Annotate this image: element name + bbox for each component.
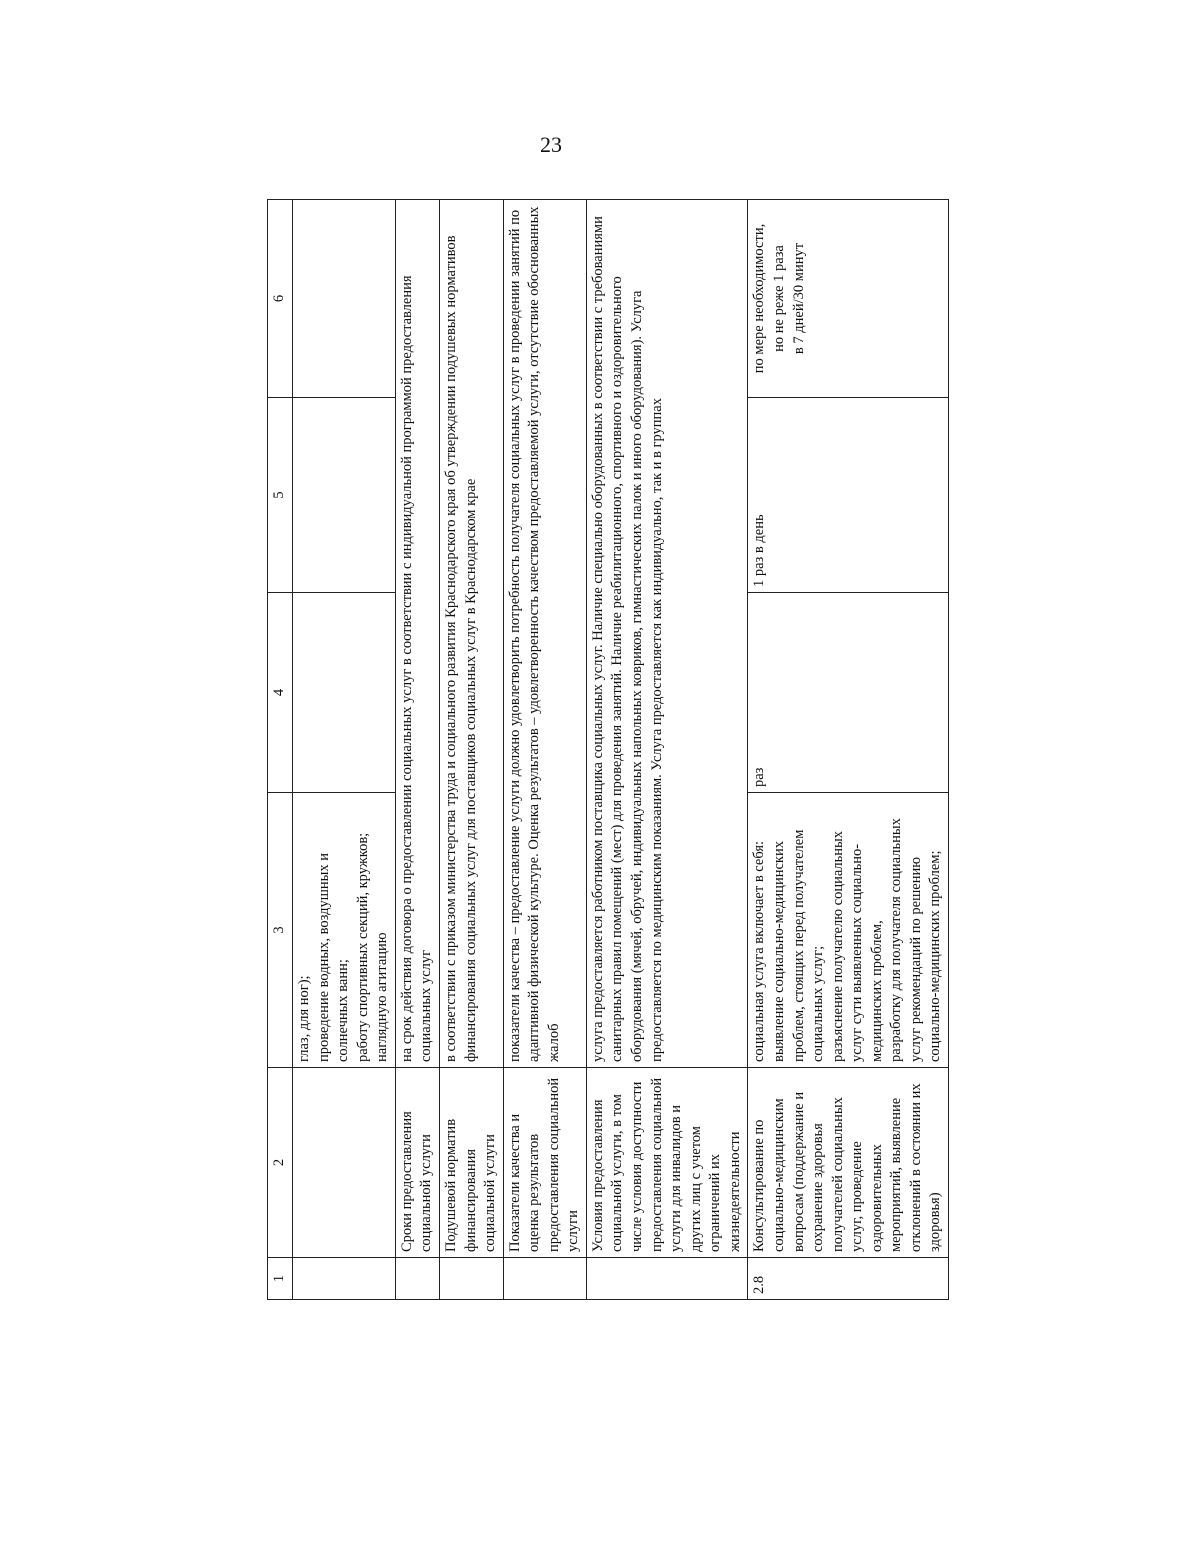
services-table (267, 199, 949, 1300)
row-label: Показатели качества и оценка результатов предоставления социальной услуги (503, 1068, 586, 1258)
row-text: услуга предоставляется работником поставщика социальных услуг. Наличие специально оборудованных в соответствии с требованиями санитарных правил помещений (мест) для проведения занятий. Наличие реабилитационного, спортивного и оздоровительного оборудования (мячей, обручей, индивидуальных напольных ковриков, гимнастических палок и иного оборудования). Услуга предоставляется по медицинским показаниям. Услуга предоставляется как индивидуально, так и в группах (586, 200, 748, 1068)
header-col-1: 1 (268, 1258, 293, 1300)
table-row (395, 200, 439, 1300)
service-number: 2.8 (748, 1258, 949, 1300)
service-name: Консультирование по социально-медицинским вопросам (поддержание и сохранение здоровья получателей социальных услуг, проведение оздоровительных мероприятий, выявление отклонений в состоянии их здоровья) (748, 1068, 949, 1258)
service-description: социальная услуга включает в себя: выявление социально-медицинских проблем, стоящих перед получателем социальных услуг; разъяснение получателю социальных услуг сути выявленных социально-медицинских проблем, разработку для получателя социальных услуг рекомендаций по решению социально-медицинских проблем; (748, 793, 949, 1068)
table-row (439, 200, 503, 1300)
row-label: Условия предоставления социальной услуги, в том числе условия доступности предоставления социальной услуги для инвалидов и других лиц с учетом ограничений их жизнедеятельности (586, 1068, 748, 1258)
service-frequency: 1 раз в день (748, 398, 949, 593)
header-col-2: 2 (268, 1068, 293, 1258)
service-unit: раз (748, 593, 949, 793)
header-col-4: 4 (268, 593, 293, 793)
row-label: Подушевой норматив финансирования социальной услуги (439, 1068, 503, 1258)
continuation-row (293, 200, 396, 1300)
service-row (748, 200, 949, 1300)
row-text: в соответствии с приказом министерства труда и социального развития Краснодарского края об утверждении подушевых нормативов финансирования социальных услуг для поставщиков социальных услуг в Краснодарском крае (439, 200, 503, 1068)
table-row (503, 200, 586, 1300)
service-term: по мере необходимости, но не реже 1 раза в 7 дней/30 минут (748, 200, 949, 398)
continuation-text: глаз, для ног); проведение водных, воздушных и солнечных ванн; работу спортивных секций, кружков; наглядную агитацию (293, 793, 396, 1068)
header-col-5: 5 (268, 398, 293, 593)
row-label: Сроки предоставления социальной услуги (395, 1068, 439, 1258)
page-number: 23 (540, 132, 562, 157)
row-text: на срок действия договора о предоставлении социальных услуг в соответствии с индивидуальной программой предоставления социальных услуг (395, 200, 439, 1068)
header-row (268, 200, 293, 1300)
header-col-6: 6 (268, 200, 293, 398)
header-col-3: 3 (268, 793, 293, 1068)
row-text: показатели качества – предоставление услуги должно удовлетворить потребность получателя социальных услуг в проведении занятий по адаптивной физической культуре. Оценка результатов – удовлетворенность качеством предоставляемой услуги, отсутствие обоснованных жалоб (503, 200, 586, 1068)
rotated-table-container (267, 200, 944, 1300)
table-row (586, 200, 748, 1300)
